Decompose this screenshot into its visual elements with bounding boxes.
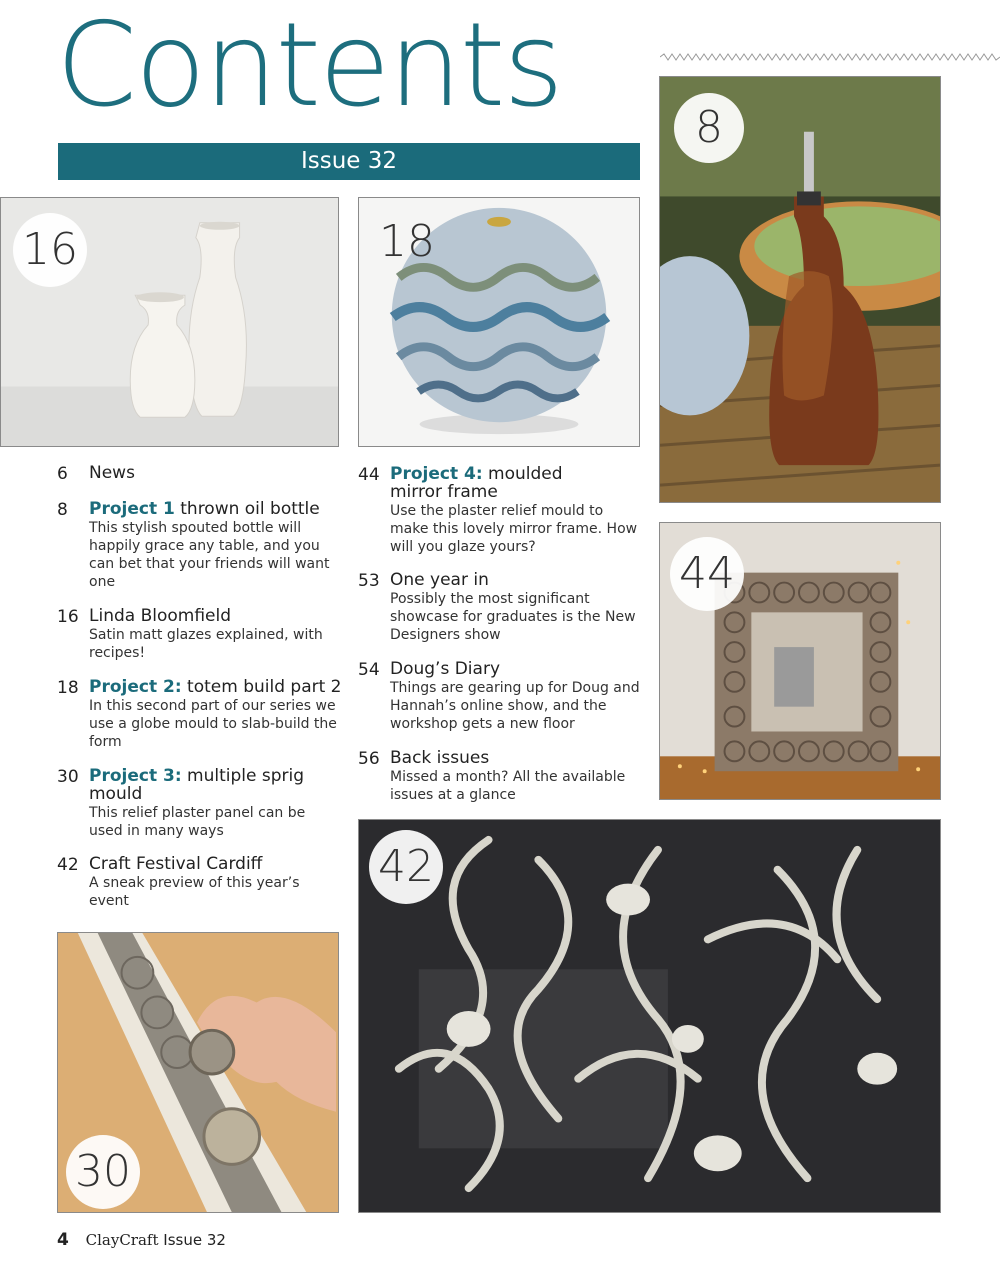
entry-page: 56 — [358, 749, 380, 769]
issue-banner — [58, 143, 640, 180]
entry-description: Things are gearing up for Doug and Hannah’s online show, and the workshop gets a new floor — [390, 680, 640, 732]
sprig-image — [359, 820, 940, 1212]
photo-sprig — [358, 819, 941, 1213]
issue-label: Issue 32 — [300, 148, 398, 174]
entry-description: In this second part of our series we use a globe mould to slab-build the form — [89, 698, 337, 750]
entry-title: Project 2: totem build part 2 — [89, 677, 342, 697]
entry-page: 53 — [358, 571, 380, 591]
page-footer — [57, 1230, 226, 1250]
entry-title: Project 4: moulded mirror frame — [390, 464, 563, 502]
entry-page: 44 — [358, 465, 380, 485]
footer-issue: Issue 32 — [163, 1231, 226, 1249]
entry-description: Missed a month? All the available issues at a glance — [390, 769, 626, 803]
page-number-circle: 30 — [66, 1135, 140, 1209]
page-title: Contents — [56, 0, 562, 133]
entry-title: Project 3: multiple sprig mould — [89, 766, 305, 804]
page-number-label: 18 — [379, 216, 435, 267]
zigzag-divider — [660, 52, 1000, 62]
entry-page: 30 — [57, 767, 79, 787]
photo-globe — [358, 197, 640, 447]
entry-page: 8 — [57, 500, 68, 520]
footer-page-number: 4 — [57, 1230, 69, 1250]
photo-mirror — [659, 522, 941, 800]
entry-page: 18 — [57, 678, 79, 698]
entry-page: 42 — [57, 855, 79, 875]
page-number-circle: 42 — [369, 830, 443, 904]
entry-title: Back issues — [390, 748, 490, 768]
entry-description: Satin matt glazes explained, with recipes! — [89, 627, 323, 661]
photo-vases — [0, 197, 339, 447]
page-number-circle: 8 — [674, 93, 744, 163]
entry-page: 6 — [57, 464, 68, 484]
entry-description: This stylish spouted bottle will happily grace any table, and you can bet that your friends will want one — [89, 520, 330, 590]
entry-page: 16 — [57, 607, 79, 627]
entry-page: 54 — [358, 660, 380, 680]
photo-oil-bottle — [659, 76, 941, 503]
entry-title: Linda Bloomfield — [89, 606, 232, 626]
entry-description: Use the plaster relief mould to make this lovely mirror frame. How will you glaze yours? — [390, 503, 638, 555]
photo-mould — [57, 932, 339, 1213]
entry-title: Craft Festival Cardiff — [89, 854, 263, 874]
entry-title: One year in — [390, 570, 489, 590]
entry-description: A sneak preview of this year’s event — [89, 875, 300, 909]
entry-description: This relief plaster panel can be used in many ways — [89, 805, 306, 839]
footer-magazine-name: ClayCraft — [85, 1231, 159, 1249]
page-number-circle: 16 — [13, 213, 87, 287]
page-number-circle: 44 — [670, 537, 744, 611]
entry-description: Possibly the most significant showcase for graduates is the New Designers show — [390, 591, 636, 643]
entry-title: News — [89, 463, 135, 483]
entry-title: Doug’s Diary — [390, 659, 501, 679]
entry-title: Project 1 thrown oil bottle — [89, 499, 320, 519]
